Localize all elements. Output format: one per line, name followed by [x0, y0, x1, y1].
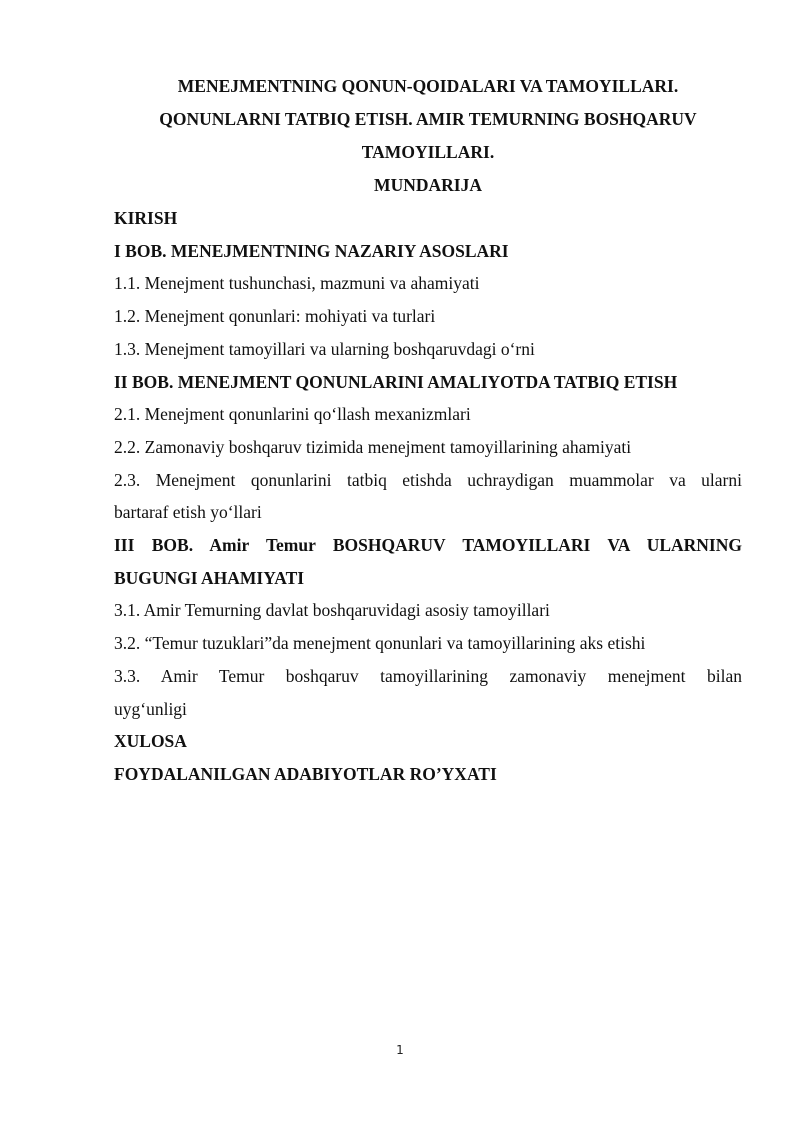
- page-number: 1: [396, 1043, 404, 1057]
- document-title-line: MENEJMENTNING QONUN-QOIDALARI VA TAMOYILLARI.: [177, 76, 679, 96]
- toc-chapter-2-heading: II BOB. MENEJMENT QONUNLARINI AMALIYOTDA TATBIQ ETISH: [114, 371, 678, 392]
- toc-chapter-3-heading-continuation: BUGUNGI AHAMIYATI: [114, 567, 305, 588]
- toc-conclusion: XULOSA: [114, 731, 187, 752]
- contents-heading: MUNDARIJA: [374, 175, 482, 195]
- toc-item: 2.2. Zamonaviy boshqaruv tizimida menejment tamoyillarining ahamiyati: [114, 436, 632, 457]
- toc-chapter-3-heading: III BOB. Amir Temur BOSHQARUV TAMOYILLARI VA ULARNING: [114, 535, 742, 556]
- document-title-line: QONUNLARNI TATBIQ ETISH. AMIR TEMURNING BOSHQARUV: [159, 109, 697, 129]
- toc-item: 1.2. Menejment qonunlari: mohiyati va turlari: [114, 306, 436, 327]
- toc-item: 2.3. Menejment qonunlarini tatbiq etishda uchraydigan muammolar va ularni: [114, 469, 742, 490]
- toc-chapter-1-heading: I BOB. MENEJMENTNING NAZARIY ASOSLARI: [114, 240, 509, 261]
- toc-item: 2.1. Menejment qonunlarini qo‘llash mexanizmlari: [114, 404, 471, 425]
- toc-item-continuation: bartaraf etish yo‘llari: [114, 502, 262, 523]
- toc-item: 3.1. Amir Temurning davlat boshqaruvidagi asosiy tamoyillari: [114, 600, 550, 621]
- toc-item: 1.1. Menejment tushunchasi, mazmuni va ahamiyati: [114, 273, 480, 294]
- document-page: [114, 70, 742, 791]
- toc-item: 1.3. Menejment tamoyillari va ularning boshqaruvdagi o‘rni: [114, 338, 535, 359]
- toc-intro: KIRISH: [114, 208, 178, 228]
- toc-item: 3.3. Amir Temur boshqaruv tamoyillarining zamonaviy menejment bilan: [114, 665, 742, 686]
- toc-references: FOYDALANILGAN ADABIYOTLAR RO’YXATI: [114, 763, 497, 784]
- document-title-line: TAMOYILLARI.: [361, 142, 495, 162]
- toc-item-continuation: uyg‘unligi: [114, 698, 187, 719]
- toc-item: 3.2. “Temur tuzuklari”da menejment qonunlari va tamoyillarining aks etishi: [114, 633, 646, 654]
